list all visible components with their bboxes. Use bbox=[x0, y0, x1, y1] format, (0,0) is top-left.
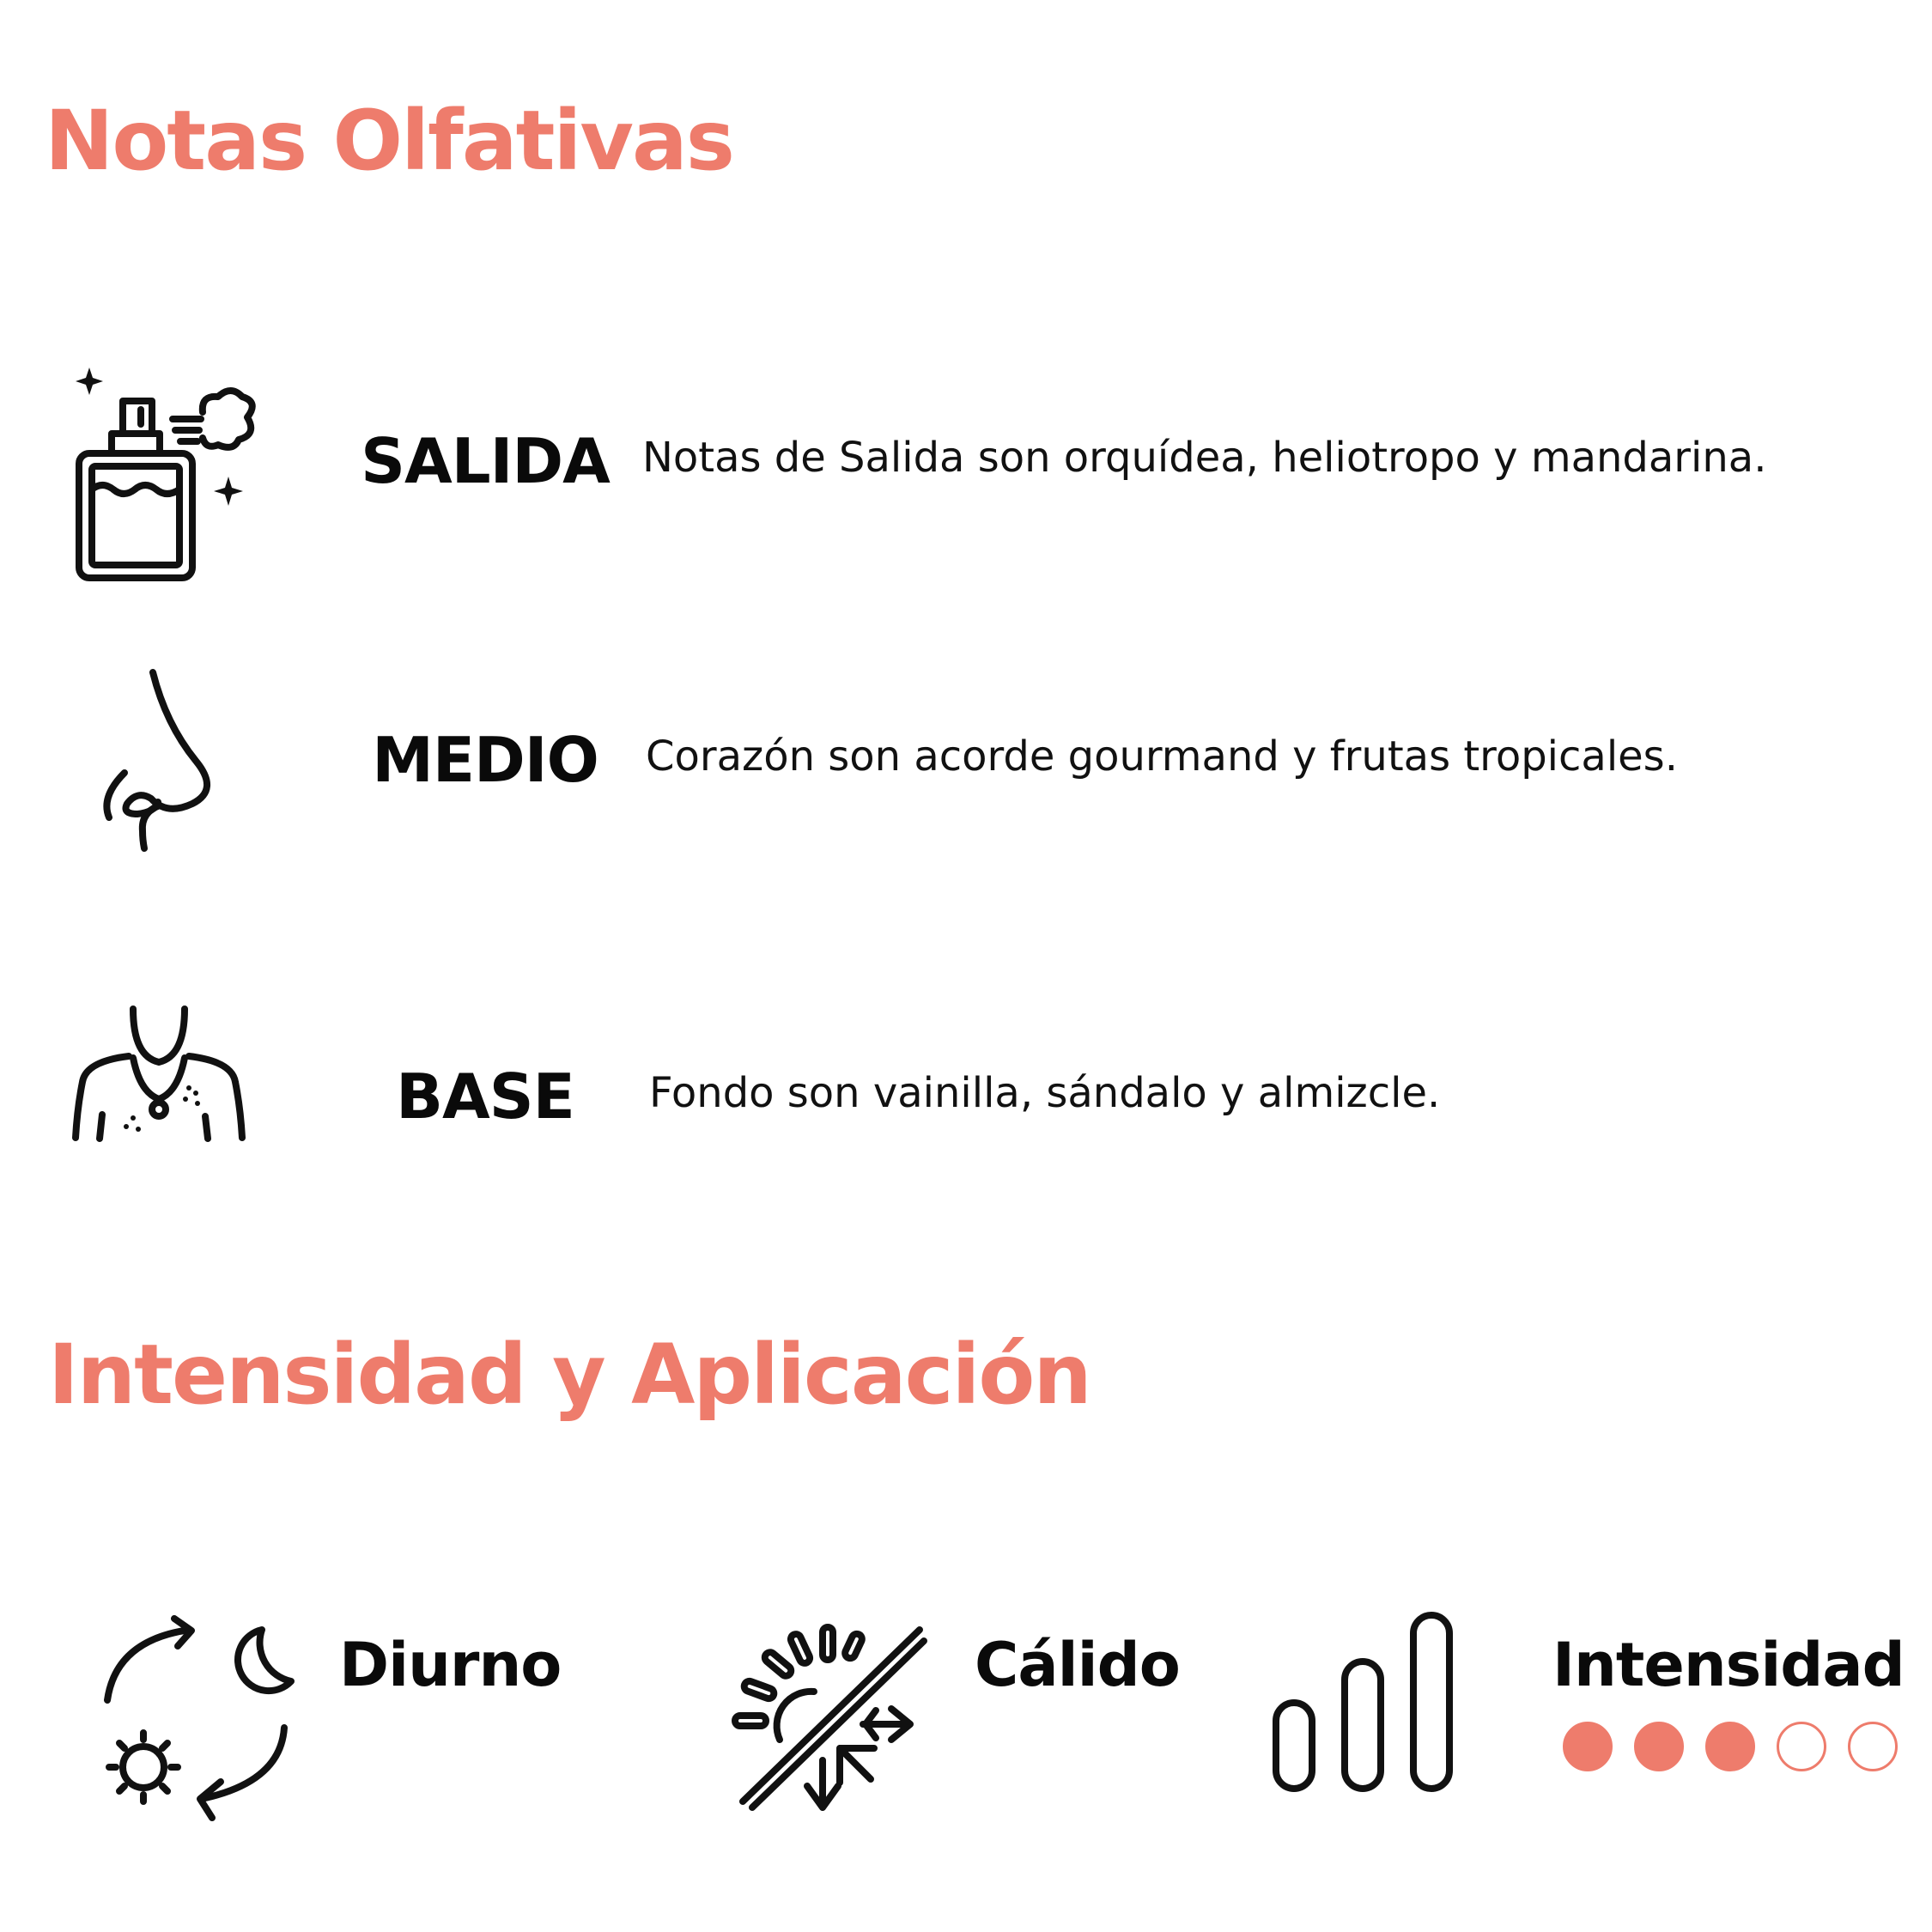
section-title-intensidad-aplicacion: Intensidad y Aplicación bbox=[48, 1327, 1091, 1423]
rating-dot-filled bbox=[1705, 1722, 1755, 1771]
note-text-medio: Corazón son acorde gourmand y frutas tropicales. bbox=[646, 732, 1678, 781]
note-text-base: Fondo son vainilla, sándalo y almizcle. bbox=[649, 1069, 1441, 1117]
neck-skin-icon bbox=[73, 1005, 245, 1142]
intensity-bars-icon bbox=[1271, 1610, 1460, 1795]
day-night-cycle-icon bbox=[99, 1614, 292, 1820]
rating-dot-empty bbox=[1777, 1722, 1826, 1771]
rating-dot-filled bbox=[1634, 1722, 1684, 1771]
section-title-notas-olfativas: Notas Olfativas bbox=[45, 93, 733, 189]
warm-not-cold-icon bbox=[738, 1623, 927, 1812]
intensity-rating bbox=[1563, 1722, 1906, 1777]
attribute-label-calido: Cálido bbox=[975, 1630, 1180, 1700]
rating-dot-empty bbox=[1848, 1722, 1898, 1771]
note-label-medio: MEDIO bbox=[372, 724, 598, 796]
attribute-label-intensidad: Intensidad bbox=[1552, 1630, 1905, 1700]
note-label-salida: SALIDA bbox=[361, 425, 610, 497]
perfume-spray-icon bbox=[69, 365, 249, 588]
nose-icon bbox=[99, 670, 219, 850]
rating-dot-filled bbox=[1563, 1722, 1613, 1771]
note-label-base: BASE bbox=[396, 1060, 574, 1133]
note-text-salida: Notas de Salida son orquídea, heliotropo y mandarina. bbox=[642, 434, 1767, 482]
attribute-label-diurno: Diurno bbox=[339, 1630, 562, 1700]
